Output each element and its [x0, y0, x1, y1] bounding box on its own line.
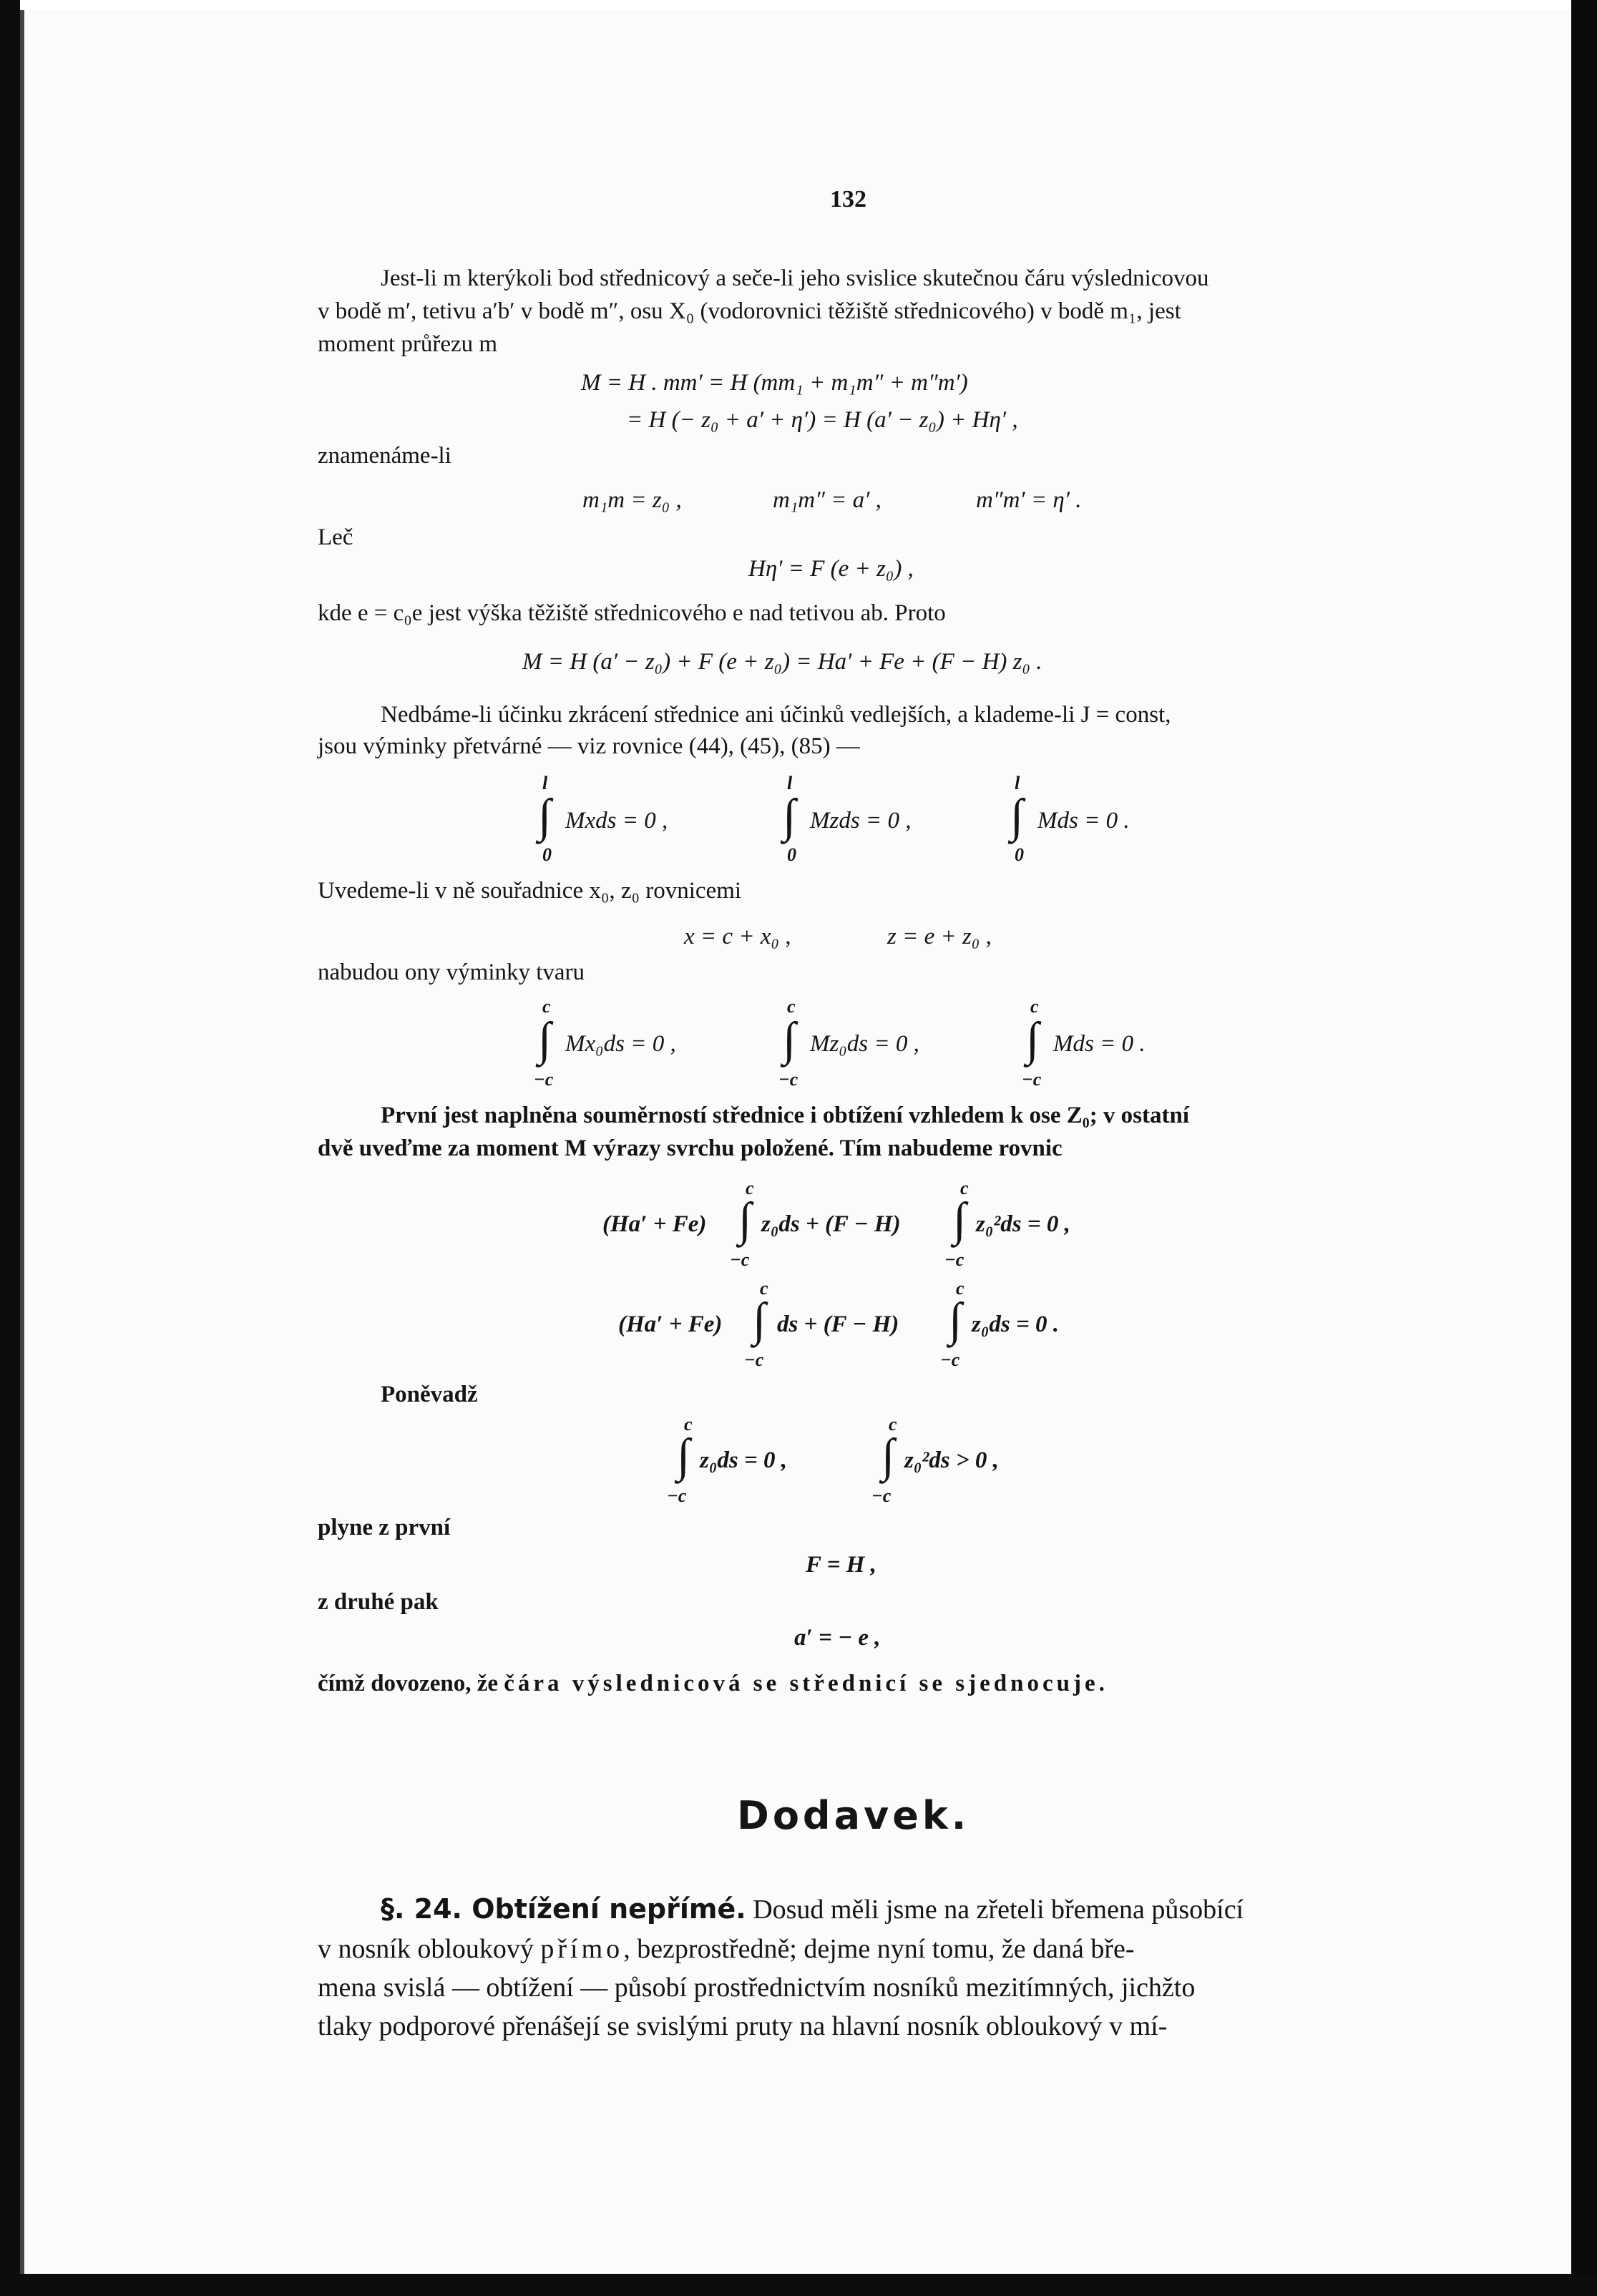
equation-part: z₀ds + (F − H)	[761, 1211, 901, 1237]
integral-lower-limit: −c	[744, 1349, 764, 1370]
integral-upper-limit: l	[542, 773, 548, 793]
integral-sign: ∫	[738, 1193, 752, 1246]
integral-sign: ∫	[949, 1294, 962, 1346]
integral-upper-limit: c	[746, 1178, 754, 1198]
integral-lower-limit: −c	[730, 1249, 750, 1270]
page-number: 132	[830, 186, 866, 212]
label-druhe: z druhé pak	[318, 1589, 439, 1615]
integral-expression: Mx₀ds = 0 ,	[565, 1031, 676, 1057]
integral-lower-limit: 0	[542, 844, 552, 865]
equation-part: z₀ds = 0 .	[972, 1311, 1059, 1337]
integral-sign: ∫	[1010, 790, 1024, 842]
equation-a-equals-minus-e: a′ = − e ,	[794, 1625, 881, 1651]
section-emphasis: přímo	[540, 1934, 624, 1964]
equation-moment: M = H . mm′ = H (mm₁ + m₁m″ + m″m′)	[581, 370, 968, 396]
paragraph-line: dvě uveďme za moment M výrazy svrchu položené. Tím nabudeme rovnic	[318, 1135, 1063, 1161]
integral-upper-limit: c	[760, 1278, 768, 1299]
label-plyne: plyne z první	[318, 1515, 451, 1540]
conclusion-text: čímž dovozeno, že	[318, 1671, 498, 1696]
integral-sign: ∫	[881, 1430, 895, 1482]
integral-sign: ∫	[1026, 1013, 1040, 1065]
section-line: mena svislá — obtížení — působí prostřednictvím nosníků mezitímných, jichžto	[318, 1973, 1196, 2003]
integral-sign: ∫	[677, 1430, 690, 1482]
paragraph-line: jsou výminky přetvárné — viz rovnice (44), (45), (85) —	[318, 733, 860, 759]
section-line	[318, 1930, 1135, 1968]
integral-lower-limit: −c	[1022, 1069, 1042, 1090]
integral-lower-limit: −c	[534, 1069, 554, 1090]
integral-upper-limit: c	[960, 1178, 969, 1198]
label-znamename: znamenáme-li	[318, 443, 451, 469]
paragraph-line: Nedbáme-li účinku zkrácení střednice ani účinků vedlejších, a klademe-li J = const,	[381, 702, 1171, 728]
paragraph-line: kde e = c₀e jest výška těžiště střednicového e nad tetivou ab. Proto	[318, 600, 946, 626]
integral-sign: ∫	[538, 1013, 552, 1065]
scan-edge-bottom	[0, 2274, 1597, 2296]
integral-upper-limit: c	[889, 1414, 897, 1435]
paragraph-line: Jest-li m kterýkoli bod střednicový a seče-li jeho svislice skutečnou čáru výslednicovou	[381, 265, 1209, 291]
section-line: tlaky podporové přenášejí se svislými pruty na hlavní nosník obloukový v mí-	[318, 2011, 1168, 2041]
integral-lower-limit: −c	[944, 1249, 964, 1270]
integral-upper-limit: c	[956, 1278, 964, 1299]
integral-lower-limit: −c	[667, 1485, 687, 1506]
equation-part: ds + (F − H)	[777, 1311, 899, 1337]
equation-part: (Ha′ + Fe)	[618, 1311, 723, 1337]
integral-sign: ∫	[538, 790, 552, 842]
section-text: , bezprostředně; dejme nyní tomu, že daná bře-	[623, 1934, 1135, 1964]
paragraph-line: v bodě m′, tetivu a′b′ v bodě m″, osu X₀ (vodorovnici těžiště střednicového) v bodě m₁, jest	[318, 298, 1181, 324]
integral-upper-limit: c	[542, 996, 551, 1017]
label-ponevadz: Poněvadž	[381, 1382, 478, 1407]
paragraph-line: Uvedeme-li v ně souřadnice x₀, z₀ rovnicemi	[318, 878, 742, 904]
equation-eta: Hη′ = F (e + z₀) ,	[748, 556, 914, 582]
equation-part: z₀ds = 0 ,	[700, 1447, 787, 1473]
equation-x: x = c + x₀ ,	[684, 924, 791, 949]
section-text: v nosník obloukový	[318, 1934, 534, 1964]
section-first-line	[381, 1890, 1244, 1928]
equation-part: z₀²ds = 0 ,	[976, 1211, 1070, 1237]
equation-def-a: m₁m″ = a′ ,	[773, 487, 881, 513]
equation-def-eta: m″m′ = η′ .	[976, 487, 1082, 513]
conclusion-spaced-text: čára výslednicová se střednicí se sjednocuje.	[504, 1671, 1108, 1696]
scan-edge-left	[0, 0, 20, 2296]
section-number: §. 24. Obtížení nepřímé.	[381, 1893, 746, 1925]
equation-f-equals-h: F = H ,	[806, 1552, 876, 1578]
integral-lower-limit: −c	[940, 1349, 960, 1370]
integral-lower-limit: 0	[787, 844, 796, 865]
equation-part: (Ha′ + Fe)	[602, 1211, 707, 1237]
label-lec: Leč	[318, 524, 353, 550]
equation-z: z = e + z₀ ,	[887, 924, 992, 949]
section-text: Dosud měli jsme na zřeteli břemena působící	[753, 1895, 1244, 1925]
section-heading: Dodavek.	[737, 1793, 970, 1838]
integral-upper-limit: c	[787, 996, 796, 1017]
paragraph-conclusion	[318, 1667, 1108, 1700]
integral-sign: ∫	[783, 790, 796, 842]
equation-moment-final: M = H (a′ − z₀) + F (e + z₀) = Ha′ + Fe + (F − H) z₀ .	[522, 649, 1042, 675]
paragraph-line: První jest naplněna souměrností střednice i obtížení vzhledem k ose Z₀; v ostatní	[381, 1103, 1190, 1128]
equation-def-z0: m₁m = z₀ ,	[582, 487, 682, 513]
equation-part: z₀²ds > 0 ,	[904, 1447, 999, 1473]
integral-sign: ∫	[753, 1294, 766, 1346]
integral-lower-limit: −c	[871, 1485, 892, 1506]
paragraph-line: moment průřezu m	[318, 331, 498, 357]
integral-upper-limit: l	[1015, 773, 1020, 793]
integral-sign: ∫	[783, 1013, 796, 1065]
integral-expression: Mds = 0 .	[1053, 1031, 1146, 1057]
integral-lower-limit: 0	[1015, 844, 1024, 865]
integral-expression: Mz₀ds = 0 ,	[810, 1031, 919, 1057]
integral-expression: Mds = 0 .	[1037, 808, 1130, 834]
paragraph-line: nabudou ony výminky tvaru	[318, 959, 585, 985]
integral-expression: Mxds = 0 ,	[565, 808, 668, 834]
integral-upper-limit: c	[1030, 996, 1039, 1017]
scan-edge-right	[1571, 0, 1597, 2296]
integral-sign: ∫	[953, 1193, 967, 1246]
integral-lower-limit: −c	[778, 1069, 798, 1090]
integral-upper-limit: l	[787, 773, 793, 793]
equation-moment-cont: = H (− z₀ + a′ + η′) = H (a′ − z₀) + Hη′ ,	[627, 407, 1018, 433]
integral-expression: Mzds = 0 ,	[810, 808, 912, 834]
integral-upper-limit: c	[684, 1414, 693, 1435]
